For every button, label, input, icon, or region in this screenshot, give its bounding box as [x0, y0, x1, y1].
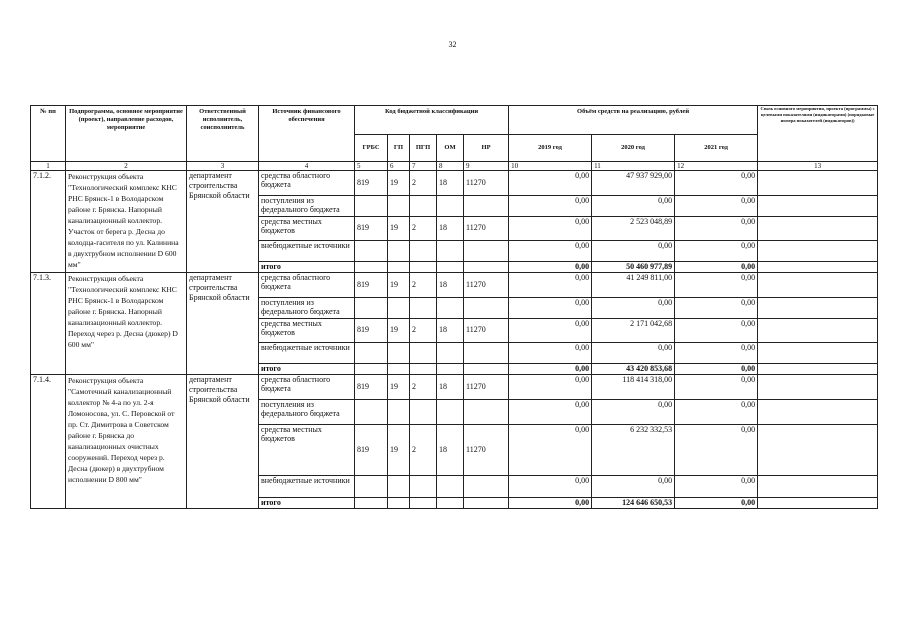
- code-pgp: 2: [410, 319, 437, 342]
- amount-2019: 0,00: [509, 217, 592, 240]
- col-number: 6: [388, 162, 410, 171]
- header-2019: 2019 год: [509, 134, 592, 162]
- col-number: 4: [259, 162, 355, 171]
- amount-2020: 0,00: [592, 297, 675, 318]
- header-pgp: ПГП: [410, 134, 437, 162]
- code-pgp: [410, 497, 437, 508]
- funding-source: средства областного бюджета: [259, 171, 355, 195]
- code-pgp: 2: [410, 273, 437, 297]
- header-gp: ГП: [388, 134, 410, 162]
- page-number: 32: [448, 40, 457, 49]
- code-gp: [388, 297, 410, 318]
- amount-2020: 50 460 977,89: [592, 262, 675, 273]
- code-gp: 19: [388, 319, 410, 342]
- code-om: 18: [437, 171, 464, 195]
- indicator-link: [758, 364, 878, 375]
- indicator-link: [758, 399, 878, 425]
- code-om: [437, 240, 464, 261]
- code-grbs: 819: [355, 217, 388, 240]
- code-om: [437, 399, 464, 425]
- code-pgp: [410, 476, 437, 497]
- amount-2021: 0,00: [675, 364, 758, 375]
- code-gp: [388, 195, 410, 216]
- code-pgp: [410, 342, 437, 363]
- funding-source: поступления из федерального бюджета: [259, 297, 355, 318]
- code-om: 18: [437, 217, 464, 240]
- code-grbs: [355, 297, 388, 318]
- code-nr: [464, 297, 509, 318]
- amount-2019: 0,00: [509, 273, 592, 297]
- indicator-link: [758, 273, 878, 297]
- code-nr: 11270: [464, 217, 509, 240]
- code-grbs: [355, 240, 388, 261]
- funding-source: поступления из федерального бюджета: [259, 399, 355, 425]
- indicator-link: [758, 171, 878, 195]
- amount-2019: 0,00: [509, 497, 592, 508]
- code-gp: 19: [388, 273, 410, 297]
- code-nr: [464, 399, 509, 425]
- col-number: 3: [187, 162, 259, 171]
- code-grbs: 819: [355, 375, 388, 399]
- code-pgp: [410, 240, 437, 261]
- col-number: 1: [31, 162, 66, 171]
- col-number: 12: [675, 162, 758, 171]
- project-number: 7.1.4.: [31, 375, 66, 509]
- code-gp: 19: [388, 217, 410, 240]
- project-number: 7.1.2.: [31, 171, 66, 273]
- code-pgp: 2: [410, 425, 437, 476]
- budget-table: [30, 105, 878, 509]
- indicator-link: [758, 195, 878, 216]
- code-om: [437, 195, 464, 216]
- col-number: 5: [355, 162, 388, 171]
- header-2021: 2021 год: [675, 134, 758, 162]
- code-om: [437, 342, 464, 363]
- header-budget-code: Код бюджетной классификации: [355, 106, 509, 135]
- funding-source: средства местных бюджетов: [259, 319, 355, 342]
- amount-2021: 0,00: [675, 262, 758, 273]
- amount-2021: 0,00: [675, 297, 758, 318]
- header-volume: Объём средств на реализацию, рублей: [509, 106, 758, 135]
- amount-2019: 0,00: [509, 319, 592, 342]
- amount-2021: 0,00: [675, 217, 758, 240]
- funding-source: средства местных бюджетов: [259, 217, 355, 240]
- code-grbs: 819: [355, 171, 388, 195]
- project-name: Реконструкция объекта "Самотечный канализационный коллектор № 4-а по ул. 2-я Ломоносова, ул. С. Перовской от пр. Ст. Димитрова в Советском районе г. Брянска до канализационных очистных сооружений. Переход через р. Десна (дюкер) в двухтрубном исполнении D 800 мм": [66, 375, 187, 509]
- amount-2019: 0,00: [509, 262, 592, 273]
- col-number: 9: [464, 162, 509, 171]
- code-nr: [464, 195, 509, 216]
- code-om: [437, 497, 464, 508]
- amount-2019: 0,00: [509, 171, 592, 195]
- code-gp: 19: [388, 375, 410, 399]
- project-2-row: [31, 273, 878, 297]
- indicator-link: [758, 476, 878, 497]
- amount-2020: 6 232 332,53: [592, 425, 675, 476]
- code-gp: [388, 476, 410, 497]
- header-grbs: ГРБС: [355, 134, 388, 162]
- funding-source: средства областного бюджета: [259, 273, 355, 297]
- amount-2019: 0,00: [509, 476, 592, 497]
- amount-2020: 41 249 811,00: [592, 273, 675, 297]
- amount-2019: 0,00: [509, 375, 592, 399]
- code-nr: [464, 476, 509, 497]
- code-nr: 11270: [464, 425, 509, 476]
- header-subprogram: Подпрограмма, основное мероприятие (проект), направление расходов, мероприятие: [66, 106, 187, 162]
- code-grbs: [355, 364, 388, 375]
- amount-2020: 47 937 929,00: [592, 171, 675, 195]
- indicator-link: [758, 240, 878, 261]
- header-om: ОМ: [437, 134, 464, 162]
- project-responsible: департамент строительства Брянской области: [187, 273, 259, 375]
- code-pgp: [410, 297, 437, 318]
- col-number: 8: [437, 162, 464, 171]
- amount-2021: 0,00: [675, 497, 758, 508]
- amount-2020: 0,00: [592, 240, 675, 261]
- amount-2019: 0,00: [509, 399, 592, 425]
- code-pgp: 2: [410, 217, 437, 240]
- funding-source: итого: [259, 364, 355, 375]
- code-gp: 19: [388, 171, 410, 195]
- code-gp: 19: [388, 425, 410, 476]
- funding-source: внебюджетные источники: [259, 342, 355, 363]
- project-1-row: [31, 171, 878, 195]
- code-grbs: [355, 497, 388, 508]
- code-grbs: [355, 195, 388, 216]
- funding-source: средства областного бюджета: [259, 375, 355, 399]
- indicator-link: [758, 297, 878, 318]
- project-responsible: департамент строительства Брянской области: [187, 375, 259, 509]
- amount-2020: 0,00: [592, 476, 675, 497]
- funding-source: внебюджетные источники: [259, 476, 355, 497]
- amount-2020: 2 171 042,68: [592, 319, 675, 342]
- code-gp: [388, 342, 410, 363]
- code-grbs: 819: [355, 425, 388, 476]
- amount-2019: 0,00: [509, 240, 592, 261]
- amount-2021: 0,00: [675, 195, 758, 216]
- project-3-row: [31, 375, 878, 399]
- amount-2021: 0,00: [675, 273, 758, 297]
- funding-source: внебюджетные источники: [259, 240, 355, 261]
- code-pgp: [410, 364, 437, 375]
- amount-2020: 2 523 048,89: [592, 217, 675, 240]
- col-number: 7: [410, 162, 437, 171]
- header-row: [31, 106, 878, 135]
- indicator-link: [758, 217, 878, 240]
- code-gp: [388, 364, 410, 375]
- code-grbs: [355, 342, 388, 363]
- code-nr: [464, 342, 509, 363]
- code-grbs: [355, 399, 388, 425]
- indicator-link: [758, 342, 878, 363]
- code-om: 18: [437, 375, 464, 399]
- code-om: [437, 476, 464, 497]
- code-nr: [464, 262, 509, 273]
- code-grbs: 819: [355, 319, 388, 342]
- col-number: 11: [592, 162, 675, 171]
- project-name: Реконструкция объекта "Технологический комплекс КНС РНС Брянск-1 в Володарском районе г. Брянска. Напорный канализационный коллектор. Переход через р. Десна (дюкер) D 600 мм": [66, 273, 187, 375]
- code-pgp: [410, 262, 437, 273]
- code-gp: [388, 399, 410, 425]
- header-nr: НР: [464, 134, 509, 162]
- funding-source: поступления из федерального бюджета: [259, 195, 355, 216]
- code-om: [437, 297, 464, 318]
- code-nr: 11270: [464, 375, 509, 399]
- amount-2019: 0,00: [509, 297, 592, 318]
- code-gp: [388, 262, 410, 273]
- header-2020: 2020 год: [592, 134, 675, 162]
- code-grbs: 819: [355, 273, 388, 297]
- code-om: 18: [437, 425, 464, 476]
- col-number: 10: [509, 162, 592, 171]
- header-source: Источник финансового обеспечения: [259, 106, 355, 162]
- amount-2021: 0,00: [675, 319, 758, 342]
- funding-source: итого: [259, 262, 355, 273]
- project-responsible: департамент строительства Брянской области: [187, 171, 259, 273]
- indicator-link: [758, 497, 878, 508]
- amount-2021: 0,00: [675, 240, 758, 261]
- amount-2021: 0,00: [675, 399, 758, 425]
- code-nr: [464, 240, 509, 261]
- col-number: 13: [758, 162, 878, 171]
- code-om: [437, 262, 464, 273]
- amount-2021: 0,00: [675, 476, 758, 497]
- code-nr: 11270: [464, 171, 509, 195]
- code-nr: [464, 364, 509, 375]
- code-nr: [464, 497, 509, 508]
- code-pgp: [410, 195, 437, 216]
- project-number: 7.1.3.: [31, 273, 66, 375]
- project-name: Реконструкция объекта "Технологический комплекс КНС РНС Брянск-1 в Володарском районе г. Брянска. Напорный канализационный коллектор. Участок от берега р. Десна до колодца-гасителя по ул. Калинина в двухтрубном исполнении D 600 мм": [66, 171, 187, 273]
- code-om: 18: [437, 273, 464, 297]
- code-grbs: [355, 262, 388, 273]
- amount-2021: 0,00: [675, 375, 758, 399]
- code-om: 18: [437, 319, 464, 342]
- header-responsible: Ответственный исполнитель, соисполнитель: [187, 106, 259, 162]
- code-gp: [388, 497, 410, 508]
- indicator-link: [758, 425, 878, 476]
- amount-2019: 0,00: [509, 364, 592, 375]
- amount-2021: 0,00: [675, 171, 758, 195]
- col-number: 2: [66, 162, 187, 171]
- column-numbers-row: [31, 162, 878, 171]
- code-grbs: [355, 476, 388, 497]
- indicator-link: [758, 262, 878, 273]
- amount-2020: 0,00: [592, 399, 675, 425]
- code-nr: 11270: [464, 319, 509, 342]
- amount-2020: 43 420 853,68: [592, 364, 675, 375]
- amount-2020: 118 414 318,00: [592, 375, 675, 399]
- amount-2020: 0,00: [592, 342, 675, 363]
- header-no: № пп: [31, 106, 66, 162]
- amount-2019: 0,00: [509, 195, 592, 216]
- indicator-link: [758, 319, 878, 342]
- amount-2019: 0,00: [509, 342, 592, 363]
- header-link: Связь основного мероприятия, проекта (программы) с целевыми показателями (индикаторами) (порядковые номера показателей (индикаторов)): [758, 106, 878, 162]
- amount-2020: 124 646 650,53: [592, 497, 675, 508]
- funding-source: средства местных бюджетов: [259, 425, 355, 476]
- code-om: [437, 364, 464, 375]
- amount-2021: 0,00: [675, 342, 758, 363]
- indicator-link: [758, 375, 878, 399]
- code-pgp: 2: [410, 375, 437, 399]
- amount-2019: 0,00: [509, 425, 592, 476]
- funding-source: итого: [259, 497, 355, 508]
- code-pgp: [410, 399, 437, 425]
- amount-2020: 0,00: [592, 195, 675, 216]
- code-pgp: 2: [410, 171, 437, 195]
- code-gp: [388, 240, 410, 261]
- amount-2021: 0,00: [675, 425, 758, 476]
- code-nr: 11270: [464, 273, 509, 297]
